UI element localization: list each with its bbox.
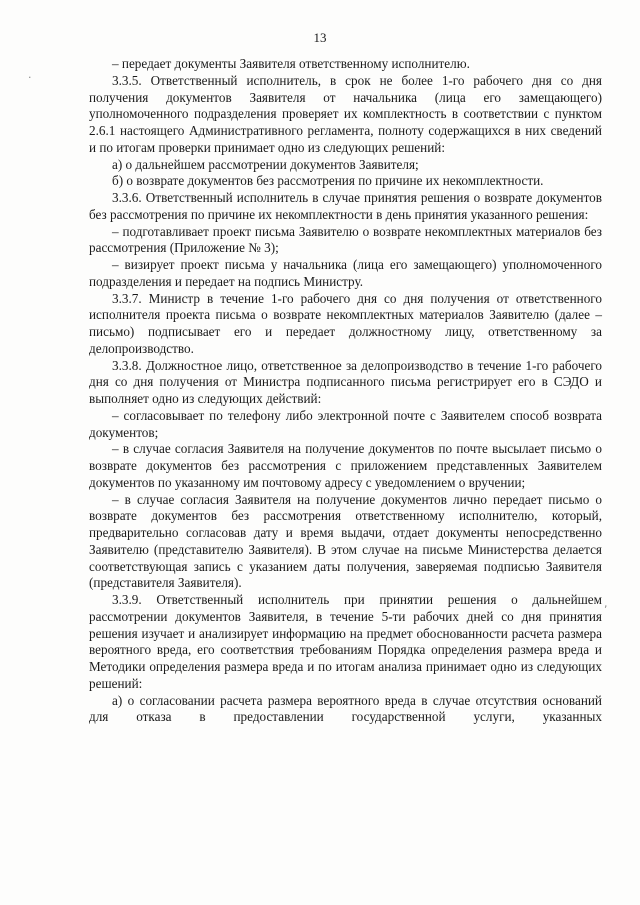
option-item: а) о дальнейшем рассмотрении документов Заявителя;	[112, 156, 419, 172]
option-item: б) о возврате документов без рассмотрения по причине их некомплектности.	[112, 173, 544, 189]
paragraph-3-3-5: 3.3.5. Ответственный исполнитель, в срок не более 1-го рабочего дня со дня получения документов Заявителя от начальника (лица его замещающего) уполномоченного подразделения проверяет их комплектность в соответствии с пунктом 2.6.1 настоящего Административного регламента, полноту содержащихся в них сведений и по итогам проверки принимает одно из следующих решений:	[89, 72, 602, 155]
scan-mark: ,	[604, 597, 608, 610]
paragraph-3-3-8: 3.3.8. Должностное лицо, ответственное за делопроизводство в течение 1-го рабочего дня со дня получения от Министра подписанного письма регистрирует его в СЭДО и выполняет одно из следующих действий:	[89, 357, 602, 406]
dash-item: – в случае согласия Заявителя на получение документов по почте высылает письмо о возврате документов без рассмотрения с приложением представленных Заявителем документов по указанному им почтовому адресу с уведомлением о вручении;	[89, 441, 602, 490]
dash-item: – визирует проект письма у начальника (лица его замещающего) уполномоченного подразделения и передает на подпись Министру.	[89, 257, 602, 289]
dash-item: – согласовывает по телефону либо электронной почте с Заявителем способ возврата документов;	[89, 407, 602, 440]
document-body	[89, 56, 602, 726]
dash-item: – подготавливает проект письма Заявителю о возврате некомплектных материалов без рассмотрения (Приложение № 3);	[89, 223, 602, 256]
page-number: 13	[313, 30, 327, 45]
paragraph-3-3-9: 3.3.9. Ответственный исполнитель при принятии решения о дальнейшем рассмотрении документов Заявителя, в течение 5-ти рабочих дней со дня принятия решения изучает и анализирует информацию на предмет обоснованности расчета размера вероятного вреда, его соответствия требованиям Порядка определения размера вреда и Методики определения размера вреда и по итогам анализа принимает одно из следующих решений:	[89, 592, 602, 691]
dash-item: – передает документы Заявителя ответственному исполнителю.	[112, 56, 470, 71]
paragraph-3-3-7: 3.3.7. Министр в течение 1-го рабочего дня со дня получения от ответственного исполнителя проекта письма о возврате некомплектных материалов Заявителю (далее – письмо) подписывает его и передает должностному лицу, ответственному за делопроизводство.	[89, 290, 602, 356]
dash-item: – в случае согласия Заявителя на получение документов лично передает письмо о возврате документов без рассмотрения ответственному исполнителю, который, предварительно согласовав дату и время выдачи, отдает документы непосредственно Заявителю (представителю Заявителя). В этом случае на письме Министерства делается соответствующая запись с указанием даты получения, заверяемая подписью Заявителя (представителя Заявителя).	[89, 491, 602, 591]
option-item: а) о согласовании расчета размера вероятного вреда в случае отсутствия оснований для отказа в предоставлении государственной услуги, указанных	[89, 692, 602, 725]
scan-mark: ·	[28, 71, 32, 84]
paragraph-3-3-6: 3.3.6. Ответственный исполнитель в случае принятия решения о возврате документов без рассмотрения по причине их некомплектности в день принятия указанного решения:	[89, 190, 602, 222]
